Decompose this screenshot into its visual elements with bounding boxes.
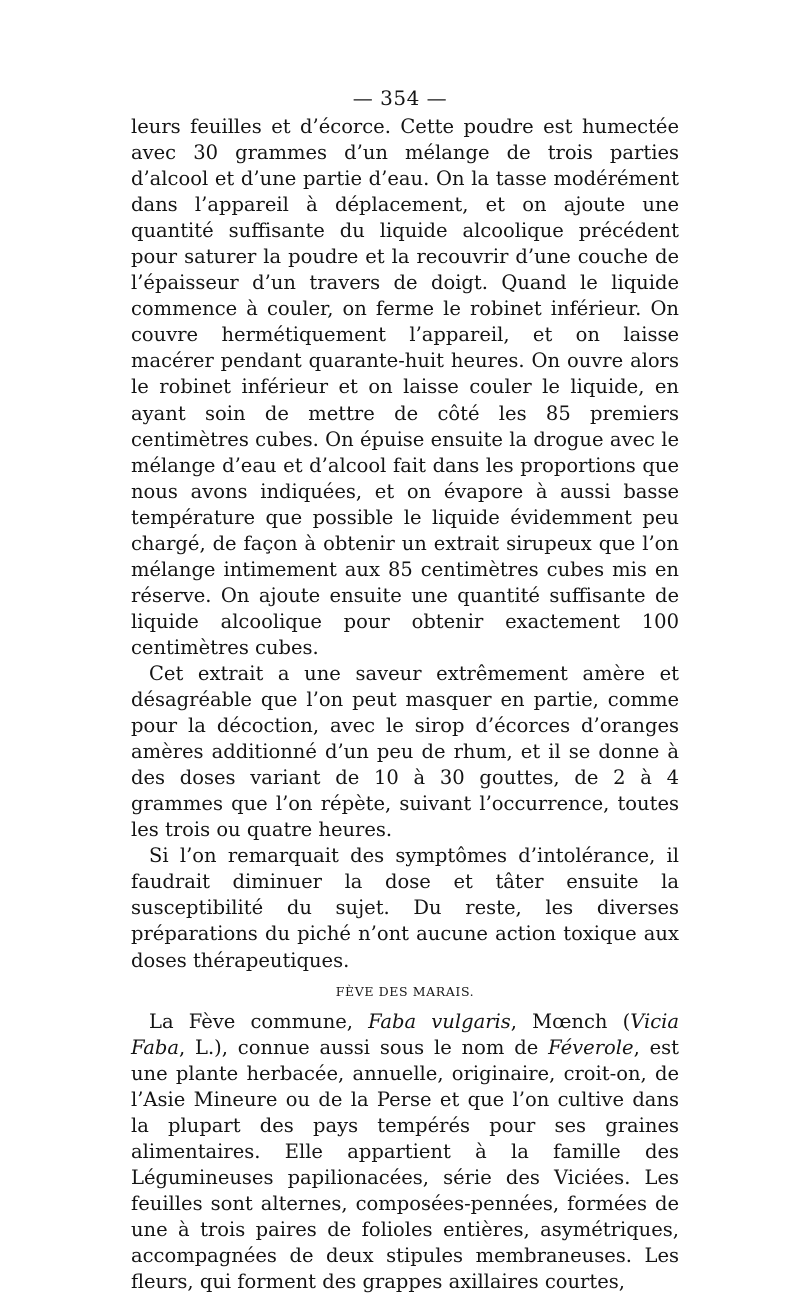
- text-run: La Fève commune,: [149, 1009, 369, 1033]
- paragraph-extract: Cet extrait a une saveur extrêmement amère et désagréable que l’on peut masquer en partie, comme pour la décoction, avec le sirop d’écorces d’oranges amères additionné d’un peu de rhum, et il se donne à des doses variant de 10 à 30 gouttes, de 2 à 4 grammes que l’on répète, suivant l’occurrence, toutes les trois ou quatre heures.: [131, 661, 679, 842]
- paragraph-intolerance: Si l’on remarquait des symptômes d’intolérance, il faudrait diminuer la dose et tâter ensuite la susceptibilité du sujet. Du reste, les diverses préparations du piché n’ont aucune action toxique aux doses thérapeutiques.: [131, 844, 679, 972]
- text-run: , est une plante herbacée, annuelle, originaire, croit-on, de l’Asie Mineure ou de la Perse et que l’on cultive dans la plupart des pays tempérés pour ses graines alimentaires. Elle appartient à la famille des Légumineuses papilionacées, série des Viciées. Les feuilles sont alternes, composées-pennées, formées de une à trois paires de folioles entières, asymétriques, accompagnées de deux stipules membraneuses. Les fleurs, qui forment des grappes axillaires courtes,: [131, 1035, 679, 1294]
- paragraph-feve: [131, 1009, 679, 1295]
- latin-name: Faba vulgaris: [368, 1009, 511, 1033]
- latin-name: Vicia Faba: [131, 1009, 679, 1059]
- common-name: Féverole: [548, 1035, 634, 1059]
- paragraph-continuation: leurs feuilles et d’écorce. Cette poudre est humectée avec 30 grammes d’un mélange de trois parties d’alcool et d’une partie d’eau. On la tasse modérément dans l’appareil à déplacement, et on ajoute une quantité suffisante du liquide alcoolique précédent pour saturer la poudre et la recouvrir d’une couche de l’épaisseur d’un travers de doigt. Quand le liquide commence à couler, on ferme le robinet inférieur. On couvre hermétiquement l’appareil, et on laisse macérer pendant quarante-huit heures. On ouvre alors le robinet inférieur et on laisse couler le liquide, en ayant soin de mettre de côté les 85 premiers centimètres cubes. On épuise ensuite la drogue avec le mélange d’eau et d’alcool fait dans les proportions que nous avons indiquées, et on évapore à aussi basse température que possible le liquide évidemment peu chargé, de façon à obtenir un extrait sirupeux que l’on mélange intimement aux 85 centimètres cubes mis en réserve. On ajoute ensuite une quantité suffisante de liquide alcoolique pour obtenir exactement 100 centimètres cubes.: [131, 115, 679, 659]
- page-number: — 354 —: [352, 86, 448, 110]
- body-text: [131, 114, 679, 1295]
- text-run: , Mœnch (: [510, 1009, 631, 1033]
- section-title: FÈVE DES MARAIS.: [335, 983, 475, 999]
- text-run: , L.), connue aussi sous le nom de: [178, 1035, 549, 1059]
